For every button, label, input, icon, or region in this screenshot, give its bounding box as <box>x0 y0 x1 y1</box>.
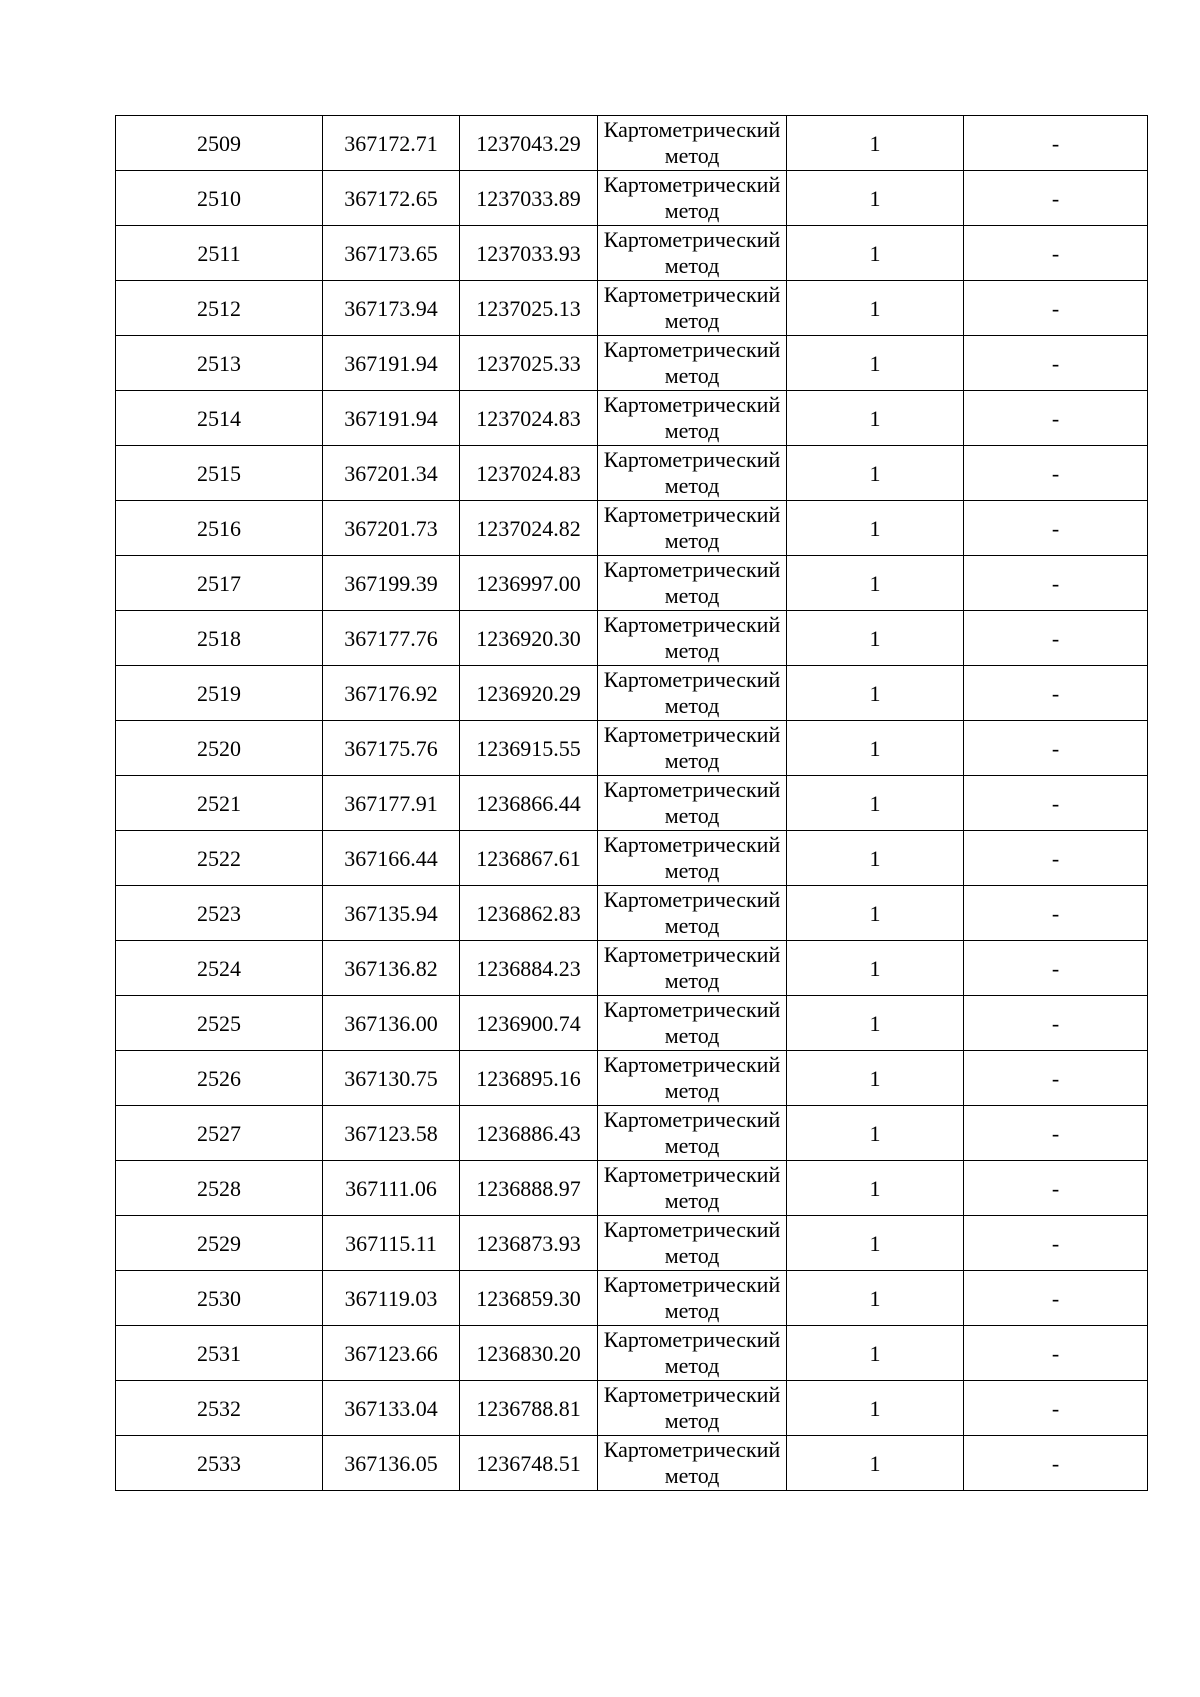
point-number-cell: 2523 <box>116 886 323 941</box>
note-cell: - <box>964 116 1148 171</box>
note-cell: - <box>964 721 1148 776</box>
table-row <box>116 336 1148 391</box>
method-cell: Картометрический метод <box>598 1381 787 1436</box>
x-coordinate-cell: 367191.94 <box>323 336 460 391</box>
y-coordinate-cell: 1236748.51 <box>460 1436 598 1491</box>
x-coordinate-cell: 367135.94 <box>323 886 460 941</box>
x-coordinate-cell: 367136.05 <box>323 1436 460 1491</box>
note-cell: - <box>964 1161 1148 1216</box>
point-number-cell: 2532 <box>116 1381 323 1436</box>
note-cell: - <box>964 611 1148 666</box>
note-cell: - <box>964 391 1148 446</box>
method-cell: Картометрический метод <box>598 1436 787 1491</box>
table-row <box>116 1161 1148 1216</box>
point-number-cell: 2525 <box>116 996 323 1051</box>
note-cell: - <box>964 1381 1148 1436</box>
point-number-cell: 2530 <box>116 1271 323 1326</box>
method-cell: Картометрический метод <box>598 1216 787 1271</box>
method-cell: Картометрический метод <box>598 391 787 446</box>
note-cell: - <box>964 941 1148 996</box>
note-cell: - <box>964 556 1148 611</box>
coordinates-table <box>115 115 1148 1491</box>
point-number-cell: 2519 <box>116 666 323 721</box>
x-coordinate-cell: 367176.92 <box>323 666 460 721</box>
note-cell: - <box>964 996 1148 1051</box>
method-cell: Картометрический метод <box>598 556 787 611</box>
method-cell: Картометрический метод <box>598 611 787 666</box>
point-number-cell: 2518 <box>116 611 323 666</box>
x-coordinate-cell: 367111.06 <box>323 1161 460 1216</box>
table-row <box>116 1436 1148 1491</box>
y-coordinate-cell: 1237033.89 <box>460 171 598 226</box>
point-number-cell: 2511 <box>116 226 323 281</box>
x-coordinate-cell: 367136.82 <box>323 941 460 996</box>
x-coordinate-cell: 367166.44 <box>323 831 460 886</box>
accuracy-cell: 1 <box>787 226 964 281</box>
note-cell: - <box>964 281 1148 336</box>
x-coordinate-cell: 367172.71 <box>323 116 460 171</box>
x-coordinate-cell: 367177.91 <box>323 776 460 831</box>
y-coordinate-cell: 1236788.81 <box>460 1381 598 1436</box>
method-cell: Картометрический метод <box>598 721 787 776</box>
note-cell: - <box>964 336 1148 391</box>
y-coordinate-cell: 1236886.43 <box>460 1106 598 1161</box>
note-cell: - <box>964 1106 1148 1161</box>
note-cell: - <box>964 501 1148 556</box>
table-row <box>116 776 1148 831</box>
y-coordinate-cell: 1237025.13 <box>460 281 598 336</box>
table-row <box>116 391 1148 446</box>
y-coordinate-cell: 1236866.44 <box>460 776 598 831</box>
y-coordinate-cell: 1237024.83 <box>460 446 598 501</box>
accuracy-cell: 1 <box>787 996 964 1051</box>
table-row <box>116 721 1148 776</box>
note-cell: - <box>964 1051 1148 1106</box>
accuracy-cell: 1 <box>787 1271 964 1326</box>
table-row <box>116 1381 1148 1436</box>
accuracy-cell: 1 <box>787 831 964 886</box>
note-cell: - <box>964 446 1148 501</box>
point-number-cell: 2515 <box>116 446 323 501</box>
table-row <box>116 666 1148 721</box>
note-cell: - <box>964 831 1148 886</box>
coordinates-table-body <box>116 116 1148 1491</box>
x-coordinate-cell: 367119.03 <box>323 1271 460 1326</box>
note-cell: - <box>964 776 1148 831</box>
table-row <box>116 996 1148 1051</box>
point-number-cell: 2512 <box>116 281 323 336</box>
table-row <box>116 446 1148 501</box>
y-coordinate-cell: 1236895.16 <box>460 1051 598 1106</box>
point-number-cell: 2526 <box>116 1051 323 1106</box>
method-cell: Картометрический метод <box>598 831 787 886</box>
y-coordinate-cell: 1236859.30 <box>460 1271 598 1326</box>
x-coordinate-cell: 367173.65 <box>323 226 460 281</box>
accuracy-cell: 1 <box>787 446 964 501</box>
point-number-cell: 2527 <box>116 1106 323 1161</box>
point-number-cell: 2516 <box>116 501 323 556</box>
y-coordinate-cell: 1236920.29 <box>460 666 598 721</box>
point-number-cell: 2531 <box>116 1326 323 1381</box>
method-cell: Картометрический метод <box>598 281 787 336</box>
accuracy-cell: 1 <box>787 556 964 611</box>
note-cell: - <box>964 1326 1148 1381</box>
table-row <box>116 116 1148 171</box>
y-coordinate-cell: 1236830.20 <box>460 1326 598 1381</box>
table-row <box>116 941 1148 996</box>
x-coordinate-cell: 367123.58 <box>323 1106 460 1161</box>
point-number-cell: 2521 <box>116 776 323 831</box>
accuracy-cell: 1 <box>787 941 964 996</box>
table-row <box>116 281 1148 336</box>
x-coordinate-cell: 367172.65 <box>323 171 460 226</box>
note-cell: - <box>964 1216 1148 1271</box>
y-coordinate-cell: 1236888.97 <box>460 1161 598 1216</box>
table-row <box>116 226 1148 281</box>
y-coordinate-cell: 1237033.93 <box>460 226 598 281</box>
method-cell: Картометрический метод <box>598 446 787 501</box>
accuracy-cell: 1 <box>787 281 964 336</box>
method-cell: Картометрический метод <box>598 501 787 556</box>
point-number-cell: 2513 <box>116 336 323 391</box>
y-coordinate-cell: 1237024.82 <box>460 501 598 556</box>
point-number-cell: 2533 <box>116 1436 323 1491</box>
point-number-cell: 2529 <box>116 1216 323 1271</box>
x-coordinate-cell: 367201.34 <box>323 446 460 501</box>
y-coordinate-cell: 1237024.83 <box>460 391 598 446</box>
note-cell: - <box>964 666 1148 721</box>
method-cell: Картометрический метод <box>598 1051 787 1106</box>
accuracy-cell: 1 <box>787 1326 964 1381</box>
y-coordinate-cell: 1237043.29 <box>460 116 598 171</box>
table-row <box>116 1106 1148 1161</box>
accuracy-cell: 1 <box>787 776 964 831</box>
note-cell: - <box>964 1271 1148 1326</box>
x-coordinate-cell: 367123.66 <box>323 1326 460 1381</box>
accuracy-cell: 1 <box>787 171 964 226</box>
method-cell: Картометрический метод <box>598 171 787 226</box>
method-cell: Картометрический метод <box>598 996 787 1051</box>
table-row <box>116 611 1148 666</box>
accuracy-cell: 1 <box>787 116 964 171</box>
accuracy-cell: 1 <box>787 721 964 776</box>
x-coordinate-cell: 367173.94 <box>323 281 460 336</box>
x-coordinate-cell: 367177.76 <box>323 611 460 666</box>
method-cell: Картометрический метод <box>598 941 787 996</box>
table-row <box>116 831 1148 886</box>
point-number-cell: 2528 <box>116 1161 323 1216</box>
point-number-cell: 2517 <box>116 556 323 611</box>
table-row <box>116 501 1148 556</box>
method-cell: Картометрический метод <box>598 1326 787 1381</box>
accuracy-cell: 1 <box>787 1381 964 1436</box>
note-cell: - <box>964 171 1148 226</box>
accuracy-cell: 1 <box>787 1216 964 1271</box>
y-coordinate-cell: 1237025.33 <box>460 336 598 391</box>
table-row <box>116 886 1148 941</box>
x-coordinate-cell: 367133.04 <box>323 1381 460 1436</box>
y-coordinate-cell: 1236873.93 <box>460 1216 598 1271</box>
x-coordinate-cell: 367199.39 <box>323 556 460 611</box>
y-coordinate-cell: 1236867.61 <box>460 831 598 886</box>
x-coordinate-cell: 367201.73 <box>323 501 460 556</box>
table-row <box>116 171 1148 226</box>
table-row <box>116 556 1148 611</box>
y-coordinate-cell: 1236884.23 <box>460 941 598 996</box>
table-row <box>116 1271 1148 1326</box>
accuracy-cell: 1 <box>787 666 964 721</box>
point-number-cell: 2510 <box>116 171 323 226</box>
point-number-cell: 2522 <box>116 831 323 886</box>
y-coordinate-cell: 1236920.30 <box>460 611 598 666</box>
accuracy-cell: 1 <box>787 1051 964 1106</box>
y-coordinate-cell: 1236862.83 <box>460 886 598 941</box>
note-cell: - <box>964 1436 1148 1491</box>
x-coordinate-cell: 367191.94 <box>323 391 460 446</box>
method-cell: Картометрический метод <box>598 886 787 941</box>
accuracy-cell: 1 <box>787 1436 964 1491</box>
point-number-cell: 2524 <box>116 941 323 996</box>
y-coordinate-cell: 1236900.74 <box>460 996 598 1051</box>
x-coordinate-cell: 367115.11 <box>323 1216 460 1271</box>
accuracy-cell: 1 <box>787 1161 964 1216</box>
method-cell: Картометрический метод <box>598 336 787 391</box>
y-coordinate-cell: 1236997.00 <box>460 556 598 611</box>
note-cell: - <box>964 886 1148 941</box>
x-coordinate-cell: 367175.76 <box>323 721 460 776</box>
point-number-cell: 2520 <box>116 721 323 776</box>
method-cell: Картометрический метод <box>598 776 787 831</box>
point-number-cell: 2514 <box>116 391 323 446</box>
accuracy-cell: 1 <box>787 336 964 391</box>
y-coordinate-cell: 1236915.55 <box>460 721 598 776</box>
method-cell: Картометрический метод <box>598 226 787 281</box>
accuracy-cell: 1 <box>787 501 964 556</box>
method-cell: Картометрический метод <box>598 666 787 721</box>
method-cell: Картометрический метод <box>598 1106 787 1161</box>
table-row <box>116 1216 1148 1271</box>
x-coordinate-cell: 367130.75 <box>323 1051 460 1106</box>
accuracy-cell: 1 <box>787 1106 964 1161</box>
table-row <box>116 1326 1148 1381</box>
accuracy-cell: 1 <box>787 391 964 446</box>
accuracy-cell: 1 <box>787 886 964 941</box>
method-cell: Картометрический метод <box>598 116 787 171</box>
method-cell: Картометрический метод <box>598 1271 787 1326</box>
note-cell: - <box>964 226 1148 281</box>
x-coordinate-cell: 367136.00 <box>323 996 460 1051</box>
method-cell: Картометрический метод <box>598 1161 787 1216</box>
accuracy-cell: 1 <box>787 611 964 666</box>
table-row <box>116 1051 1148 1106</box>
point-number-cell: 2509 <box>116 116 323 171</box>
